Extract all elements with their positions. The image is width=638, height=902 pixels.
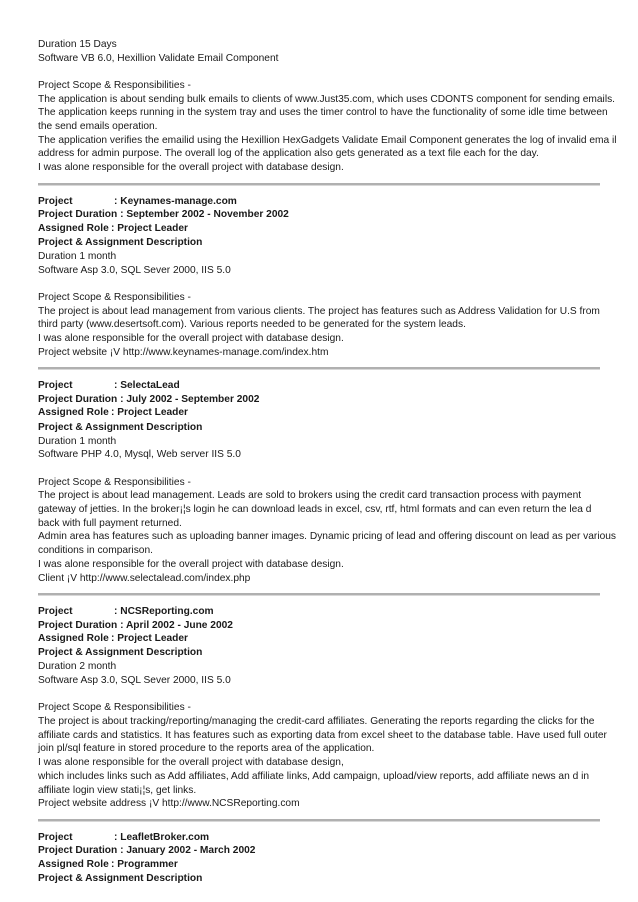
assignment-description-heading: Project & Assignment Description: [38, 237, 203, 249]
project-label: Project: [38, 380, 73, 392]
assignment-description-heading: Project & Assignment Description: [38, 647, 203, 659]
role-label: Assigned Role: [38, 407, 109, 419]
project-value: : NCSReporting.com: [114, 606, 214, 618]
intro-line: the send emails operation.: [38, 121, 158, 133]
section-divider: [38, 183, 600, 186]
intro-software: Software VB 6.0, Hexillion Validate Email Component: [38, 52, 279, 64]
scope-line: I was alone responsible for the overall project with database design,: [38, 757, 344, 769]
scope-line: affiliate login view stati¡¦s, get links.: [38, 784, 197, 796]
assigned-role-row: [38, 858, 600, 871]
intro-line: I was alone responsible for the overall project with database design.: [38, 162, 344, 174]
duration-value: : September 2002 - November 2002: [120, 209, 289, 221]
duration-label: Project Duration: [38, 209, 118, 221]
project-label: Project: [38, 831, 73, 843]
assigned-role-row: [38, 632, 600, 645]
resume-page: [38, 38, 617, 886]
project-block-keynames: [38, 195, 600, 360]
duration-value: : January 2002 - March 2002: [120, 845, 256, 857]
project-block-selectalead: [38, 379, 617, 585]
project-label: Project: [38, 606, 73, 618]
project-duration: Duration 2 month: [38, 661, 117, 673]
scope-line: The project is about lead management. Leads are sold to brokers using the credit card transaction process with payment: [38, 490, 582, 502]
scope-line: gateway of jetties. In the broker¡¦s login he can download leads in excel, csv, rtf, html formats and can even return the lea d: [38, 504, 592, 515]
project-value: : LeafletBroker.com: [114, 831, 210, 843]
scope-line: conditions in comparison.: [38, 545, 153, 557]
project-software: Software Asp 3.0, SQL Sever 2000, IIS 5.0: [38, 264, 231, 276]
scope-line: The project is about tracking/reporting/managing the credit-card affiliates. Generating the reports regarding the clicks for the: [38, 716, 595, 728]
assignment-description-heading: Project & Assignment Description: [38, 873, 203, 885]
intro-line: The application is about sending bulk emails to clients of www.Just35.com, which uses CDONTS component for sending emails.: [38, 93, 616, 105]
role-label: Assigned Role: [38, 222, 109, 234]
project-duration: Duration 1 month: [38, 435, 117, 447]
project-value: : Keynames-manage.com: [114, 195, 237, 207]
scope-line: join pl/sql feature in stored procedure to the reports area of the application.: [38, 743, 375, 755]
project-block-ncsreporting: [38, 605, 607, 811]
scope-line: I was alone responsible for the overall project with database design.: [38, 558, 344, 570]
scope-line: which includes links such as Add affiliates, Add affiliate links, Add campaign, upload/view reports, add affiliate news an d in: [38, 770, 590, 782]
role-label: Assigned Role: [38, 633, 109, 645]
scope-title: Project Scope & Responsibilities -: [38, 476, 191, 488]
project-website-line: Client ¡V http://www.selectalead.com/index.php: [38, 572, 251, 584]
scope-line: Admin area has features such as uploading banner images. Dynamic pricing of lead and offering discount on lead as per various: [38, 531, 617, 543]
duration-label: Project Duration: [38, 619, 118, 631]
project-website-line: Project website address ¡V http://www.NCSReporting.com: [38, 798, 300, 810]
intro-line: The application keeps running in the system tray and uses the timer control to have the functionality of some idle time between: [38, 107, 608, 119]
project-duration-row: [38, 208, 600, 221]
duration-label: Project Duration: [38, 393, 118, 405]
section-divider: [38, 367, 600, 370]
scope-title: Project Scope & Responsibilities -: [38, 702, 191, 714]
intro-scope-title: Project Scope & Responsibilities -: [38, 79, 191, 91]
project-website-line: Project website ¡V http://www.keynames-manage.com/index.htm: [38, 346, 329, 358]
intro-section: [38, 38, 617, 175]
scope-line: back with full payment returned.: [38, 517, 182, 529]
scope-line: The project is about lead management from various clients. The project has features such as Address Validation for U.S from: [38, 305, 600, 317]
section-divider: [38, 819, 600, 822]
scope-title: Project Scope & Responsibilities -: [38, 291, 191, 303]
project-duration: Duration 1 month: [38, 251, 117, 263]
scope-line: affiliate cards and statistics. It has features such as exporting data from excel sheet to the database table. Have used full outer: [38, 729, 607, 741]
intro-duration: Duration 15 Days: [38, 39, 117, 50]
project-block-leafletbroker: [38, 831, 600, 886]
project-duration-row: [38, 393, 600, 406]
intro-line: address for admin purpose. The overall log of the application also gets generated as a text file each for the day.: [38, 148, 539, 160]
intro-line: The application verifies the emailid using the Hexillion HexGadgets Validate Email Component generates the log of invalid ema il: [38, 134, 617, 146]
project-name-row: [38, 831, 600, 844]
role-value: : Programmer: [111, 858, 178, 870]
project-name-row: [38, 379, 600, 392]
role-value: : Project Leader: [111, 633, 188, 645]
duration-value: : April 2002 - June 2002: [120, 619, 233, 631]
project-software: Software PHP 4.0, Mysql, Web server IIS 5.0: [38, 449, 241, 461]
role-value: : Project Leader: [111, 222, 188, 234]
role-label: Assigned Role: [38, 858, 109, 870]
project-software: Software Asp 3.0, SQL Sever 2000, IIS 5.0: [38, 675, 231, 687]
duration-label: Project Duration: [38, 845, 118, 857]
assignment-description-heading: Project & Assignment Description: [38, 421, 203, 433]
assigned-role-row: [38, 222, 600, 235]
role-value: : Project Leader: [111, 407, 188, 419]
project-name-row: [38, 605, 600, 618]
scope-line: I was alone responsible for the overall project with database design.: [38, 333, 344, 345]
duration-value: : July 2002 - September 2002: [120, 393, 260, 405]
section-divider: [38, 593, 600, 596]
project-duration-row: [38, 844, 600, 857]
project-label: Project: [38, 195, 73, 207]
project-value: : SelectaLead: [114, 380, 180, 392]
project-duration-row: [38, 619, 600, 632]
scope-line: third party (www.desertsoft.com). Various reports needed to be generated for the system leads.: [38, 319, 466, 331]
assigned-role-row: [38, 406, 600, 419]
project-name-row: [38, 195, 600, 208]
